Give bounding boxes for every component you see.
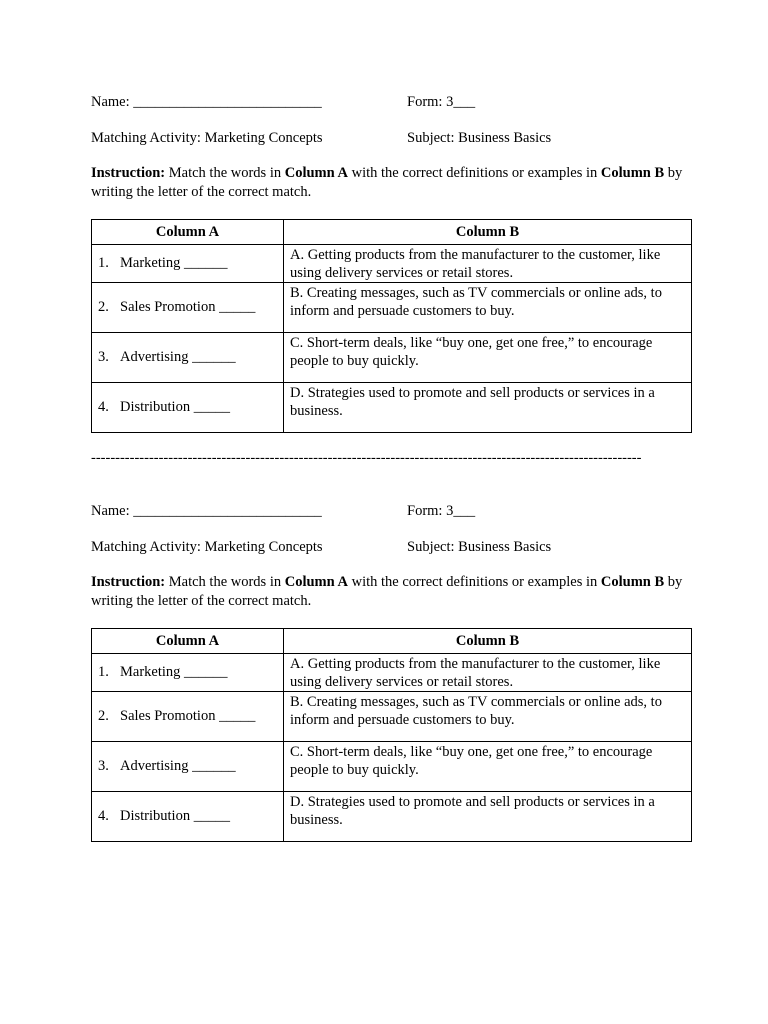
instruction-text: Match the words in: [165, 574, 285, 590]
instruction-text: with the correct definitions or examples in: [348, 165, 601, 181]
table-header-row: [92, 629, 692, 654]
column-b-header: Column B: [284, 220, 692, 245]
instruction-column-b: Column B: [600, 165, 665, 181]
term-cell[interactable]: [92, 792, 284, 842]
item-number: 2.: [98, 299, 109, 315]
cut-line-divider: ------------------------------------------------------------------------------------------------------------------: [91, 450, 642, 466]
instruction-paragraph: [91, 164, 691, 201]
instruction-column-b: Column B: [600, 574, 665, 590]
header-row-name-form: [91, 501, 691, 521]
worksheet-bottom: [91, 501, 691, 842]
table-row: [92, 692, 692, 742]
instruction-text: by writing the letter of the correct match.: [91, 574, 683, 609]
term-text: Advertising ______: [120, 758, 236, 774]
item-number: 1.: [98, 664, 109, 680]
column-b-header: Column B: [284, 629, 692, 654]
table-row: [92, 654, 692, 692]
definition-cell: B. Creating messages, such as TV commercials or online ads, to inform and persuade customers to buy.: [284, 692, 692, 742]
table-row: [92, 792, 692, 842]
item-number: 4.: [98, 808, 109, 824]
activity-title: Matching Activity: Marketing Concepts: [91, 130, 323, 146]
form-field-label: Form: 3___: [407, 94, 476, 110]
item-number: 3.: [98, 349, 109, 365]
name-field-label: Name: __________________________: [91, 503, 322, 519]
item-number: 4.: [98, 399, 109, 415]
instruction-column-a: Column A: [284, 574, 348, 590]
worksheet-top: [91, 92, 691, 433]
instruction-text: with the correct definitions or examples in: [348, 574, 601, 590]
subject-label: Subject: Business Basics: [407, 539, 552, 555]
definition-cell: A. Getting products from the manufacturer to the customer, like using delivery services or retail stores.: [284, 245, 692, 283]
definition-cell: C. Short-term deals, like “buy one, get one free,” to encourage people to buy quickly.: [284, 333, 692, 383]
term-cell[interactable]: [92, 692, 284, 742]
header-row-title-subject: [91, 128, 691, 148]
definition-cell: A. Getting products from the manufacturer to the customer, like using delivery services or retail stores.: [284, 654, 692, 692]
term-cell[interactable]: [92, 654, 284, 692]
instruction-column-a: Column A: [284, 165, 348, 181]
table-row: [92, 333, 692, 383]
instruction-lead: Instruction:: [91, 165, 166, 181]
term-text: Marketing ______: [120, 664, 228, 680]
term-text: Distribution _____: [120, 808, 230, 824]
item-number: 3.: [98, 758, 109, 774]
term-cell[interactable]: [92, 742, 284, 792]
table-row: [92, 383, 692, 433]
term-cell[interactable]: [92, 383, 284, 433]
term-text: Advertising ______: [120, 349, 236, 365]
matching-table: [91, 628, 692, 842]
activity-title: Matching Activity: Marketing Concepts: [91, 539, 323, 555]
table-row: [92, 283, 692, 333]
term-text: Distribution _____: [120, 399, 230, 415]
column-a-header: Column A: [92, 220, 284, 245]
header-row-name-form: [91, 92, 691, 112]
definition-cell: D. Strategies used to promote and sell products or services in a business.: [284, 792, 692, 842]
instruction-paragraph: [91, 573, 691, 610]
definition-cell: C. Short-term deals, like “buy one, get one free,” to encourage people to buy quickly.: [284, 742, 692, 792]
item-number: 2.: [98, 708, 109, 724]
table-header-row: [92, 220, 692, 245]
term-cell[interactable]: [92, 245, 284, 283]
column-a-header: Column A: [92, 629, 284, 654]
name-field-label: Name: __________________________: [91, 94, 322, 110]
term-cell[interactable]: [92, 283, 284, 333]
matching-table: [91, 219, 692, 433]
term-text: Sales Promotion _____: [120, 708, 256, 724]
term-cell[interactable]: [92, 333, 284, 383]
table-row: [92, 742, 692, 792]
form-field-label: Form: 3___: [407, 503, 476, 519]
instruction-lead: Instruction:: [91, 574, 166, 590]
definition-cell: D. Strategies used to promote and sell products or services in a business.: [284, 383, 692, 433]
item-number: 1.: [98, 255, 109, 271]
definition-cell: B. Creating messages, such as TV commercials or online ads, to inform and persuade customers to buy.: [284, 283, 692, 333]
term-text: Sales Promotion _____: [120, 299, 256, 315]
term-text: Marketing ______: [120, 255, 228, 271]
table-row: [92, 245, 692, 283]
subject-label: Subject: Business Basics: [407, 130, 552, 146]
header-row-title-subject: [91, 537, 691, 557]
instruction-text: by writing the letter of the correct match.: [91, 165, 683, 200]
instruction-text: Match the words in: [165, 165, 285, 181]
